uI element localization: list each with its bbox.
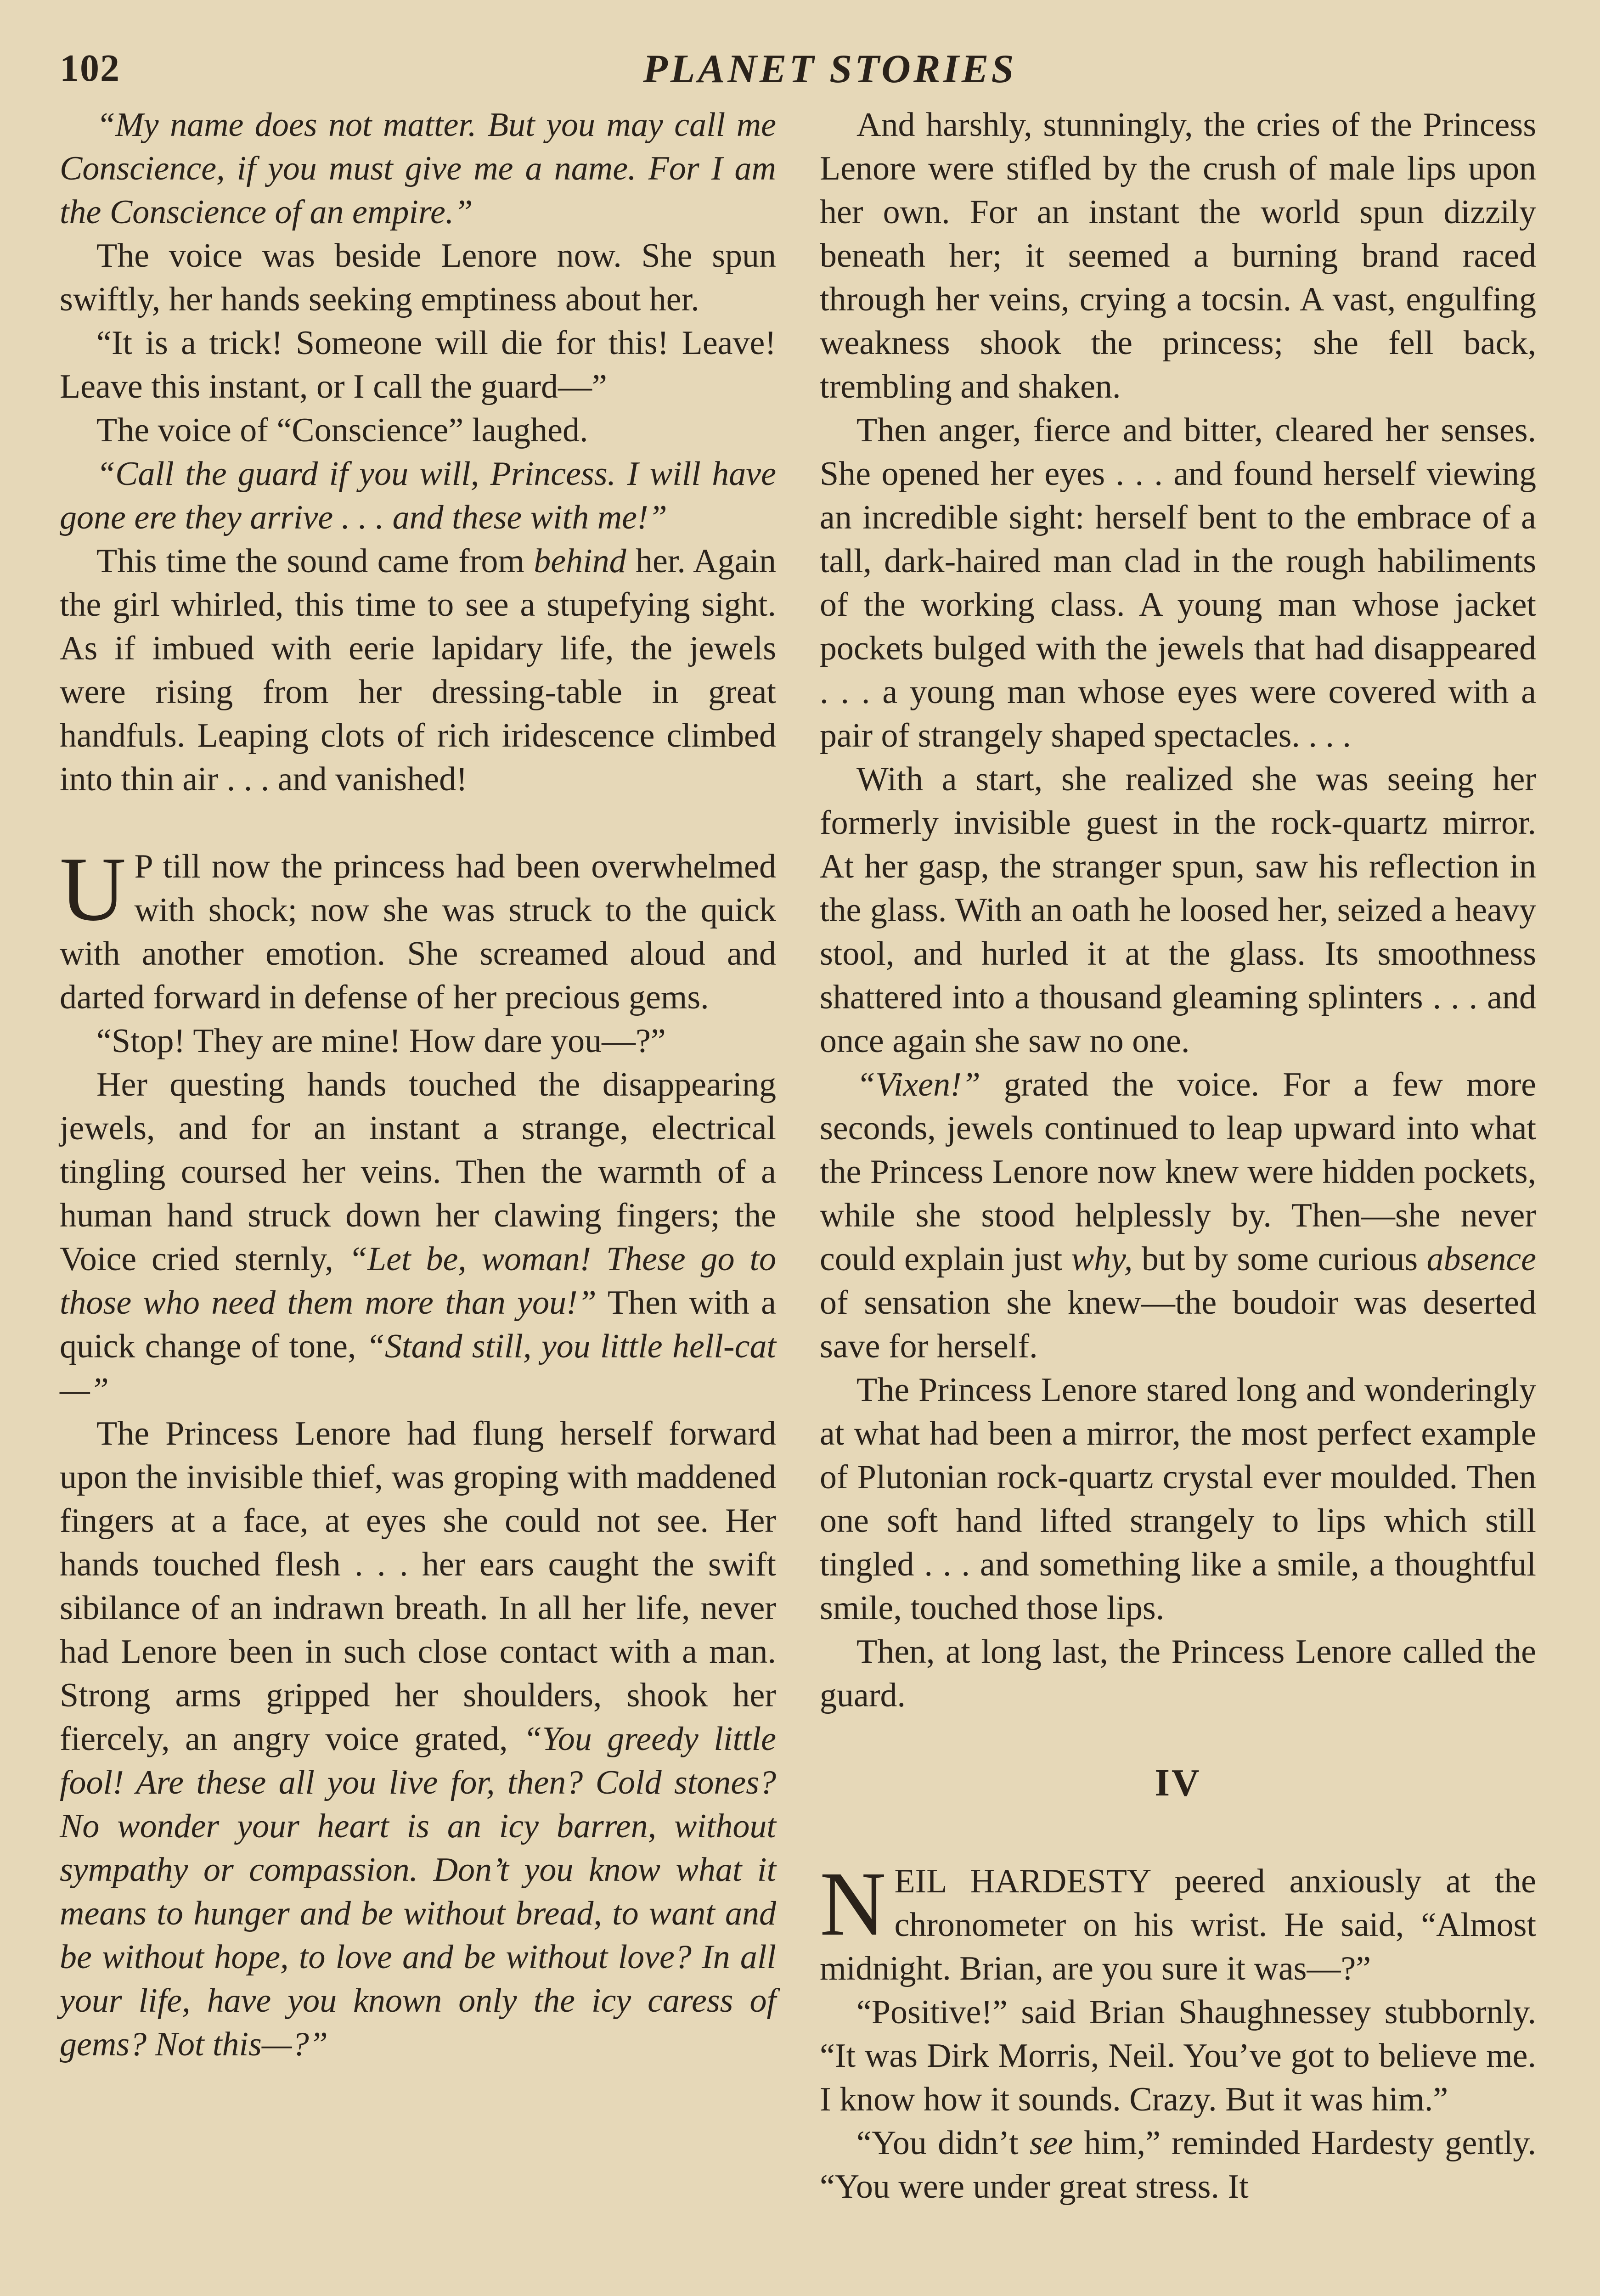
paragraph: The voice was beside Lenore now. She spun swiftly, her hands seeking emptiness about her.: [60, 237, 776, 318]
italic-run: see: [1029, 2124, 1073, 2162]
italic-run: “Stand still, you little hell-cat—”: [60, 1328, 776, 1409]
section-break: [60, 801, 776, 845]
paragraph: “My name does not matter. But you may call me Conscience, if you must give me a name. For I am the Conscience of an empire.”: [60, 106, 776, 231]
italic-run: “Let be, woman! These go to those who need them more than you!”: [60, 1240, 777, 1322]
page-number: 102: [60, 47, 120, 90]
text-run: P till now the princess had been overwhelmed with shock; now she was struck to the quick with another emotion. She screamed aloud and darted forward in defense of her precious gems.: [60, 848, 776, 1016]
paragraph: [820, 1853, 1536, 1991]
text-run: but by some curious: [1132, 1240, 1427, 1278]
italic-run: why,: [1071, 1240, 1133, 1278]
paragraph: [60, 838, 776, 1019]
paragraph: [820, 1063, 1536, 1368]
paragraph: Then, at long last, the Princess Lenore called the guard.: [820, 1633, 1536, 1714]
text-run: This time the sound came from: [96, 542, 534, 580]
paragraph: Then anger, fierce and bitter, cleared her senses. She opened her eyes . . . and found herself viewing an incredible sight: herself bent to the embrace of a tall, dark-haired man clad in the rough habiliments of the working class. A young man whose jacket pockets bulged with the jewels that had disappeared . . . a young man whose eyes were covered with a pair of strangely shaped spectacles. . . .: [820, 411, 1536, 754]
text-run: of sensation she knew—the boudoir was deserted save for herself.: [820, 1284, 1536, 1365]
chapter-heading: IV: [1155, 1761, 1201, 1804]
italic-run: behind: [534, 542, 626, 580]
paragraph: “Stop! They are mine! How dare you—?”: [96, 1022, 666, 1060]
text-run: EIL HARDESTY peered anxiously at the chronometer on his wrist. He said, “Almost midnight. Brian, are you sure it was—?”: [820, 1863, 1536, 1987]
drop-cap: U: [60, 838, 126, 940]
text-run: him,” reminded Hardesty gently. “You were under great stress. It: [820, 2124, 1537, 2206]
paragraph: And harshly, stunningly, the cries of the Princess Lenore were stifled by the crush of male lips upon her own. For an instant the world spun dizzily beneath her; it seemed a burning brand raced through her veins, crying a tocsin. A vast, engulfing weakness shook the princess; she fell back, trembling and shaken.: [820, 106, 1536, 405]
text-run: Her questing hands touched the disappearing jewels, and for an instant a strange, electrical tingling coursed her veins. Then the warmth of a human hand struck down her clawing fingers; the Voice cried sternly,: [60, 1066, 776, 1278]
paragraph: [820, 2122, 1536, 2209]
paragraph: “It is a trick! Someone will die for this! Leave! Leave this instant, or I call the guard—”: [60, 324, 776, 405]
magazine-title: PLANET STORIES: [643, 47, 1017, 91]
italic-run: absence: [1426, 1240, 1537, 1278]
italic-run: “You greedy little fool! Are these all you live for, then? Cold stones? No wonder your heart is an icy barren, without sympathy or compassion. Don’t you know what it means to hunger and be without bread, to want and be without hope, to love and be without love? In all your life, have you known only the icy caress of gems? Not this—?”: [60, 1720, 777, 2063]
left-column: [60, 103, 776, 2066]
paragraph: [60, 1412, 776, 2066]
paragraph: “Positive!” said Brian Shaughnessey stubbornly. “It was Dirk Morris, Neil. You’ve got to believe me. I know how it sounds. Crazy. But it was him.”: [820, 1993, 1536, 2118]
paragraph: [60, 1063, 776, 1412]
right-column: [820, 103, 1536, 2209]
text-run: The Princess Lenore had flung herself forward upon the invisible thief, was groping with maddened fingers at a face, at eyes she could not see. Her hands touched flesh . . . her ears caught the swift sibilance of an indrawn breath. In all her life, never had Lenore been in such close contact with a man. Strong arms gripped her shoulders, shook her fiercely, an angry voice grated,: [60, 1415, 776, 1758]
paragraph: With a start, she realized she was seeing her formerly invisible guest in the rock-quartz mirror. At her gasp, the stranger spun, saw his reflection in the glass. With an oath he loosed her, seized a heavy stool, and hurled it at the glass. Its smoothness shattered into a thousand gleaming splinters . . . and once again she saw no one.: [820, 760, 1536, 1060]
paragraph: [60, 540, 776, 801]
text-run: “You didn’t: [856, 2124, 1030, 2162]
paragraph: The voice of “Conscience” laughed.: [96, 411, 588, 449]
paragraph: “Call the guard if you will, Princess. I will have gone ere they arrive . . . and these with me!”: [60, 455, 776, 536]
text-run: her. Again the girl whirled, this time to see a stupefying sight. As if imbued with eerie lapidary life, the jewels were rising from her dressing-table in great handfuls. Leaping clots of rich iridescence climbed into thin air . . . and vanished!: [60, 542, 776, 798]
text-run: Then with a quick change of tone,: [60, 1284, 776, 1365]
paragraph: The Princess Lenore stared long and wonderingly at what had been a mirror, the most perfect example of Plutonian rock-quartz crystal ever moulded. Then one soft hand lifted strangely to lips which still tingled . . . and something like a smile, a thoughtful smile, touched those lips.: [820, 1371, 1536, 1627]
page-header: [60, 46, 1540, 96]
italic-run: “Vixen!”: [856, 1066, 980, 1103]
drop-cap: N: [820, 1853, 886, 1955]
text-run: grated the voice. For a few more seconds, jewels continued to leap upward into what the Princess Lenore now knew were hidden pockets, while she stood helplessly by. Then—she never could explain just: [820, 1066, 1536, 1278]
